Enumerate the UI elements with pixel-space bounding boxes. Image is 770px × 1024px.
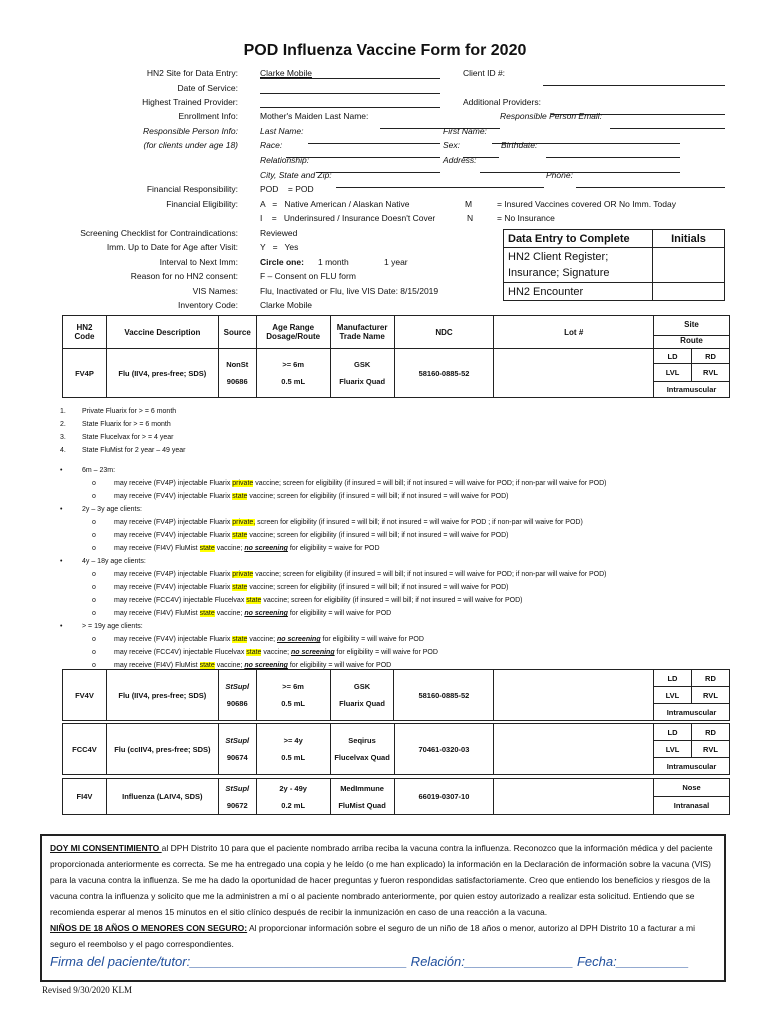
minors-paragraph xyxy=(50,920,716,952)
item-text-post2: for eligibility = waive for POD xyxy=(287,545,380,552)
item-text-post: vaccine; screen for eligibility (if insured = will bill; if not insured = will waive for POD; if non-par will waive for POD) xyxy=(253,571,607,578)
item-text-u: no screening xyxy=(277,636,321,643)
minors-text: Al proporcionar información sobre el seguro de un niño de 18 años o menor, autorizo al DPH Distrito 10 a facturar a mi seguro el reembolso y el pago correspondientes. xyxy=(50,923,696,949)
item-text-pre: may receive (FV4V) injectable Fluarix xyxy=(114,532,233,539)
fin-resp-label: Financial Responsibility: xyxy=(146,184,238,194)
item-text-post2: for eligibility = will waive for POD xyxy=(334,649,438,656)
elig-option-m-desc: = Insured Vaccines covered OR No Imm. Today xyxy=(497,199,676,209)
bullet-icon: • xyxy=(60,506,63,513)
vaccine-mfr: MedImmune xyxy=(340,783,384,793)
bullet-icon: • xyxy=(60,623,63,630)
screening-label: Screening Checklist for Contraindications: xyxy=(80,228,238,238)
initials-cell-2[interactable] xyxy=(653,283,725,301)
lot-number-cell[interactable] xyxy=(494,349,654,398)
vaccine-ndc: 58160-0885-52 xyxy=(394,349,494,398)
item-text: State FluMist for 2 year – 49 year xyxy=(82,447,186,454)
vaccine-dose: 0.5 mL xyxy=(281,699,306,708)
consent-text: al DPH Distrito 10 para que el paciente nombrado arriba reciba la vacuna contra la influenza. Reconozco que la información médica y del paciente proporcionada anteriormente es correcta. Se me ha entregado una copia y he leído (o me han explicado) la información en la Declaración de información sobre la vacuna (VIS) para la vacuna contra la influenza. Se me ha dado la oportunidad de hacer preguntas y fueron respondidas satisfactoriamente. Creo que entiendo los beneficios y riesgos de la vacuna contra la influenza y solicito que me la administren a mí o al paciente nombrado anteriormente, por quien estoy autorizado a realizar esta solicitud. Entiendo que se recomienda esperar al menos 15 minutos en el sitio clínico después de recibir la inmunización en caso de una reacción a la vacuna. xyxy=(50,843,713,917)
item-text-pre: may receive (FV4P) injectable Fluarix xyxy=(114,480,233,487)
client-id-label: Client ID #: xyxy=(463,68,506,78)
sub-bullet-icon: o xyxy=(92,597,96,604)
site-ld[interactable]: LD xyxy=(654,349,692,364)
site-lvl[interactable]: LVL xyxy=(654,741,692,758)
eligibility-item xyxy=(60,529,607,542)
item-text-u: no screening xyxy=(244,610,288,617)
eligibility-item xyxy=(60,607,607,620)
item-text-hl: state xyxy=(199,662,215,669)
item-text-hl: state xyxy=(199,610,215,617)
col-header-source: Source xyxy=(218,316,256,349)
item-text-pre: may receive (FCC4V) injectable Flucelvax xyxy=(114,597,247,604)
elig-option-m: M xyxy=(465,199,473,209)
vaccine-trade: Fluarix Quad xyxy=(339,377,386,386)
lot-number-cell[interactable] xyxy=(494,670,654,721)
vis-value: Flu, Inactivated or Flu, live VIS Date: 8/15/2019 xyxy=(260,286,439,296)
age-group-heading xyxy=(60,620,607,633)
item-text-hl: private, xyxy=(232,519,256,526)
sub-bullet-icon: o xyxy=(92,649,96,656)
interval-label: Interval to Next Imm: xyxy=(159,257,238,267)
address-label: Address: xyxy=(443,155,477,165)
eligibility-item xyxy=(60,646,607,659)
item-number: 2. xyxy=(60,421,66,428)
provider-field[interactable] xyxy=(260,97,440,108)
item-text: State Flucelvax for > = 4 year xyxy=(82,434,174,441)
last-name-label: Last Name: xyxy=(260,126,304,136)
vaccine-ndc: 58160-0885-52 xyxy=(394,670,494,721)
minors-heading: NIÑOS DE 18 AÑOS O MENORES CON SEGURO: xyxy=(50,923,248,933)
numbered-item xyxy=(60,444,607,457)
age-header-line1: Age Range xyxy=(272,323,315,332)
item-text-hl: state xyxy=(232,493,248,500)
vaccine-desc: Flu (IIV4, pres-free; SDS) xyxy=(106,670,218,721)
item-text-hl: state xyxy=(232,584,248,591)
item-text-hl: private xyxy=(232,571,254,578)
item-text-pre: may receive (FI4V) FluMist xyxy=(114,662,200,669)
col-header-mfr xyxy=(330,316,394,349)
sub-bullet-icon: o xyxy=(92,532,96,539)
data-entry-box xyxy=(503,229,725,301)
numbered-item xyxy=(60,418,607,431)
item-text-pre: may receive (FV4V) injectable Fluarix xyxy=(114,584,233,591)
item-text-post: vaccine; screen for eligibility (if insured = will bill; if not insured = will waive for POD) xyxy=(247,532,509,539)
eligibility-item xyxy=(60,633,607,646)
consent-paragraph xyxy=(50,840,716,920)
initials-cell-1[interactable] xyxy=(653,248,725,283)
birthdate-label: Birthdate: xyxy=(501,140,538,150)
additional-providers-label: Additional Providers: xyxy=(463,97,541,107)
vaccine-code: FV4P xyxy=(63,349,107,398)
reason-label: Reason for no HN2 consent: xyxy=(130,271,238,281)
date-field[interactable] xyxy=(260,83,440,94)
code-header-line1: HN2 xyxy=(76,323,93,332)
group-head-text: 6m – 23m: xyxy=(82,467,116,474)
vaccine-source: StSupl xyxy=(225,736,250,745)
item-text-u: no screening xyxy=(244,662,288,669)
item-text-pre: may receive (FV4P) injectable Fluarix xyxy=(114,571,233,578)
interval-circle-label: Circle one: xyxy=(260,257,304,267)
first-name-label: First Name: xyxy=(443,126,487,136)
vis-label: VIS Names: xyxy=(192,286,238,296)
item-text-pre: may receive (FI4V) FluMist xyxy=(114,610,200,617)
vaccine-cpt: 90686 xyxy=(226,377,248,386)
item-text-u: no screening xyxy=(291,649,335,656)
code-header-line2: Code xyxy=(74,332,95,341)
screening-value: Reviewed xyxy=(260,228,298,238)
vaccine-mfr: Seqirus xyxy=(348,736,376,745)
consent-heading: DOY MI CONSENTIMIENTO xyxy=(50,843,162,853)
entry-row-insurance: Insurance; Signature xyxy=(508,267,610,279)
site-header-line2: Route xyxy=(680,335,703,345)
lot-number-cell[interactable] xyxy=(494,779,654,815)
item-text-post2: for eligibility = will waive for POD xyxy=(287,610,392,617)
age-header-line2: Dosage/Route xyxy=(266,332,321,341)
sub-bullet-icon: o xyxy=(92,636,96,643)
sub-bullet-icon: o xyxy=(92,571,96,578)
vaccine-age: >= 4y xyxy=(283,736,303,745)
elig-option-n: N xyxy=(467,213,474,223)
vaccine-source: StSupl xyxy=(225,783,250,793)
age-group-heading xyxy=(60,555,607,568)
vaccine-dose: 0.2 mL xyxy=(281,800,306,810)
site-rvl[interactable]: RVL xyxy=(691,741,729,758)
form-title: POD Influenza Vaccine Form for 2020 xyxy=(243,42,527,59)
bullet-icon: • xyxy=(60,467,63,474)
date-label: Date of Service: xyxy=(177,83,238,93)
item-number: 4. xyxy=(60,447,66,454)
provider-label: Highest Trained Provider: xyxy=(142,97,238,107)
fin-resp-value: POD = POD xyxy=(260,184,314,194)
vaccine-age: 2y - 49y xyxy=(279,783,307,793)
vaccine-notes xyxy=(60,405,607,672)
site-rvl[interactable]: RVL xyxy=(691,687,729,704)
eligibility-item xyxy=(60,490,607,503)
item-text-pre: may receive (FCC4V) injectable Flucelvax xyxy=(114,649,247,656)
interval-option-1-year[interactable]: 1 year xyxy=(384,257,408,267)
signature-line[interactable]: Firma del paciente/tutor:______________________________ Relación:_______________ Fecha:__________ xyxy=(50,954,689,969)
group-head-text: 4y – 18y age clients: xyxy=(82,558,146,565)
elig-option-i: I = Underinsured / Insurance Doesn't Cover xyxy=(260,213,436,223)
sub-bullet-icon: o xyxy=(92,584,96,591)
group-head-text: > = 19y age clients: xyxy=(82,623,143,630)
vaccine-desc: Flu (IIV4, pres-free; SDS) xyxy=(106,349,218,398)
item-text: Private Fluarix for > = 6 month xyxy=(82,408,177,415)
item-text-hl: state xyxy=(246,649,262,656)
site-lvl[interactable]: LVL xyxy=(654,364,692,382)
entry-header: Data Entry to Complete xyxy=(504,230,653,248)
eligibility-item xyxy=(60,568,607,581)
eligibility-item xyxy=(60,516,607,529)
route-value: Intranasal xyxy=(654,797,730,815)
route-value: Intramuscular xyxy=(653,704,729,721)
phone-field[interactable] xyxy=(576,170,725,188)
mfr-header-line1: Manufacturer xyxy=(336,323,388,332)
eligibility-item xyxy=(60,594,607,607)
item-text-post: vaccine; xyxy=(214,610,245,617)
col-header-desc: Vaccine Description xyxy=(106,316,218,349)
interval-option-1-month[interactable]: 1 month xyxy=(318,257,349,267)
revision-footer: Revised 9/30/2020 KLM xyxy=(42,985,132,995)
item-text-post: vaccine; xyxy=(214,545,245,552)
eligibility-item xyxy=(60,542,607,555)
item-text-post: vaccine; screen for eligibility (if insured = will bill; if not insured = will waive for POD; if non-par will waive for POD) xyxy=(253,480,607,487)
col-header-lot: Lot # xyxy=(494,316,654,349)
vaccine-trade: Fluarix Quad xyxy=(339,699,385,708)
site-rd[interactable]: RD xyxy=(691,349,729,364)
col-header-site xyxy=(654,316,730,349)
initials-header: Initials xyxy=(653,230,725,248)
vaccine-ndc: 66019-0307-10 xyxy=(394,779,494,815)
item-text: State Fluarix for > = 6 month xyxy=(82,421,171,428)
vaccine-desc: Influenza (LAIV4, SDS) xyxy=(106,779,218,815)
vaccine-dose: 0.5 mL xyxy=(281,753,306,762)
sub-bullet-icon: o xyxy=(92,662,96,669)
item-text-post: vaccine; screen for eligibility (if insured = will bill; if not insured = will waive for POD) xyxy=(261,597,523,604)
vaccine-trade: Flucelvax Quad xyxy=(334,753,390,762)
vaccine-code: FCC4V xyxy=(63,724,107,775)
item-text-post: vaccine; screen for eligibility (if insured = will bill; if not insured = will waive for POD) xyxy=(247,584,509,591)
site-ld[interactable]: LD xyxy=(654,724,692,741)
entry-row-encounter: HN2 Encounter xyxy=(504,283,653,301)
vaccine-code: FV4V xyxy=(63,670,107,721)
age-group-heading xyxy=(60,464,607,477)
site-field[interactable] xyxy=(260,68,440,79)
item-text-post2: for eligibility = will waive for POD xyxy=(320,636,424,643)
vaccine-table-fcc4v xyxy=(62,723,730,775)
site-ld[interactable]: LD xyxy=(653,670,691,687)
vaccine-age: >= 6m xyxy=(282,360,305,369)
elig-option-n-desc: = No Insurance xyxy=(497,213,555,223)
consent-box xyxy=(40,834,726,982)
vaccine-cpt: 90672 xyxy=(226,800,248,810)
vaccine-table-fv4p xyxy=(62,315,730,398)
item-text-pre: may receive (FV4V) injectable Fluarix xyxy=(114,636,233,643)
item-text-post2: for eligibility = will waive for POD xyxy=(287,662,392,669)
vaccine-dose: 0.5 mL xyxy=(281,377,306,386)
mfr-header-line2: Trade Name xyxy=(339,332,385,341)
vaccine-cpt: 90674 xyxy=(226,753,248,762)
site-rd[interactable]: RD xyxy=(691,670,729,687)
item-text-hl: state xyxy=(199,545,215,552)
item-text-post: vaccine; xyxy=(214,662,245,669)
under18-note: (for clients under age 18) xyxy=(143,140,238,150)
item-text-pre: may receive (FV4V) injectable Fluarix xyxy=(114,493,233,500)
vaccine-mfr: GSK xyxy=(354,360,371,369)
enrollment-label: Enrollment Info: xyxy=(178,111,238,121)
item-text-hl: state xyxy=(246,597,262,604)
sub-bullet-icon: o xyxy=(92,493,96,500)
vaccine-source: StSupl xyxy=(225,682,250,691)
imm-label: Imm. Up to Date for Age after Visit: xyxy=(106,242,238,252)
item-text-hl: private xyxy=(232,480,254,487)
item-text-pre: may receive (FI4V) FluMist xyxy=(114,545,200,552)
item-text-post: screen for eligibility (if insured = will bill; if not insured = will waive for POD ; if non-par will waive for POD) xyxy=(255,519,583,526)
imm-value: Y = Yes xyxy=(260,242,299,252)
site-header-line1: Site xyxy=(654,320,729,336)
group-head-text: 2y – 3y age clients: xyxy=(82,506,142,513)
sex-label: Sex: xyxy=(443,140,461,150)
inventory-label: Inventory Code: xyxy=(177,300,238,310)
eligibility-item xyxy=(60,581,607,594)
city-label: City, State and Zip: xyxy=(260,170,332,180)
city-field[interactable] xyxy=(336,170,544,188)
item-text-post: vaccine; xyxy=(261,649,292,656)
maiden-name-label: Mother's Maiden Last Name: xyxy=(260,111,369,121)
resp-email-label: Responsible Person Email: xyxy=(500,111,603,121)
vaccine-trade: FluMist Quad xyxy=(338,800,386,810)
site-rvl[interactable]: RVL xyxy=(691,364,729,382)
race-label: Race: xyxy=(260,140,283,150)
item-number: 3. xyxy=(60,434,66,441)
age-group-heading xyxy=(60,503,607,516)
reason-value: F – Consent on FLU form xyxy=(260,271,356,281)
inventory-value: Clarke Mobile xyxy=(260,300,312,310)
vaccine-table-fv4v xyxy=(62,669,730,721)
lot-number-cell[interactable] xyxy=(494,724,654,775)
vaccine-code: FI4V xyxy=(63,779,107,815)
site-nose[interactable]: Nose xyxy=(654,779,730,797)
vaccine-table-fi4v xyxy=(62,778,730,815)
numbered-item xyxy=(60,405,607,418)
phone-label: Phone: xyxy=(546,170,573,180)
relationship-label: Relationship: xyxy=(260,155,310,165)
sub-bullet-icon: o xyxy=(92,519,96,526)
item-number: 1. xyxy=(60,408,66,415)
site-lvl[interactable]: LVL xyxy=(653,687,691,704)
item-text-hl: state xyxy=(232,636,248,643)
col-header-age xyxy=(256,316,330,349)
fin-elig-label: Financial Eligibility: xyxy=(166,199,238,209)
col-header-code xyxy=(63,316,107,349)
sub-bullet-icon: o xyxy=(92,480,96,487)
item-text-post: vaccine; screen for eligibility (if insured = will bill; if not insured = will waive for POD) xyxy=(247,493,509,500)
vaccine-ndc: 70461-0320-03 xyxy=(394,724,494,775)
item-text-post: vaccine; xyxy=(247,636,278,643)
vaccine-cpt: 90686 xyxy=(226,699,248,708)
site-label: HN2 Site for Data Entry: xyxy=(146,68,238,78)
item-text-u: no screening xyxy=(244,545,288,552)
item-text-hl: state xyxy=(232,532,248,539)
entry-row-register: HN2 Client Register; xyxy=(508,251,609,263)
site-rd[interactable]: RD xyxy=(691,724,729,741)
sub-bullet-icon: o xyxy=(92,545,96,552)
bullet-icon: • xyxy=(60,558,63,565)
route-value: Intramuscular xyxy=(654,382,730,398)
vaccine-mfr: GSK xyxy=(353,682,371,691)
route-value: Intramuscular xyxy=(654,758,730,775)
resp-info-label: Responsible Person Info: xyxy=(143,126,238,136)
client-id-field[interactable] xyxy=(543,68,725,86)
sub-bullet-icon: o xyxy=(92,610,96,617)
numbered-item xyxy=(60,431,607,444)
vaccine-desc: Flu (ccIIV4, pres-free; SDS) xyxy=(106,724,218,775)
eligibility-item xyxy=(60,477,607,490)
col-header-ndc: NDC xyxy=(394,316,494,349)
vaccine-age: >= 6m xyxy=(282,682,304,691)
elig-option-a: A = Native American / Alaskan Native xyxy=(260,199,410,209)
item-text-pre: may receive (FV4P) injectable Fluarix xyxy=(114,519,233,526)
site-value: Clarke Mobile xyxy=(260,68,312,78)
vaccine-source: NonSt xyxy=(226,360,249,369)
